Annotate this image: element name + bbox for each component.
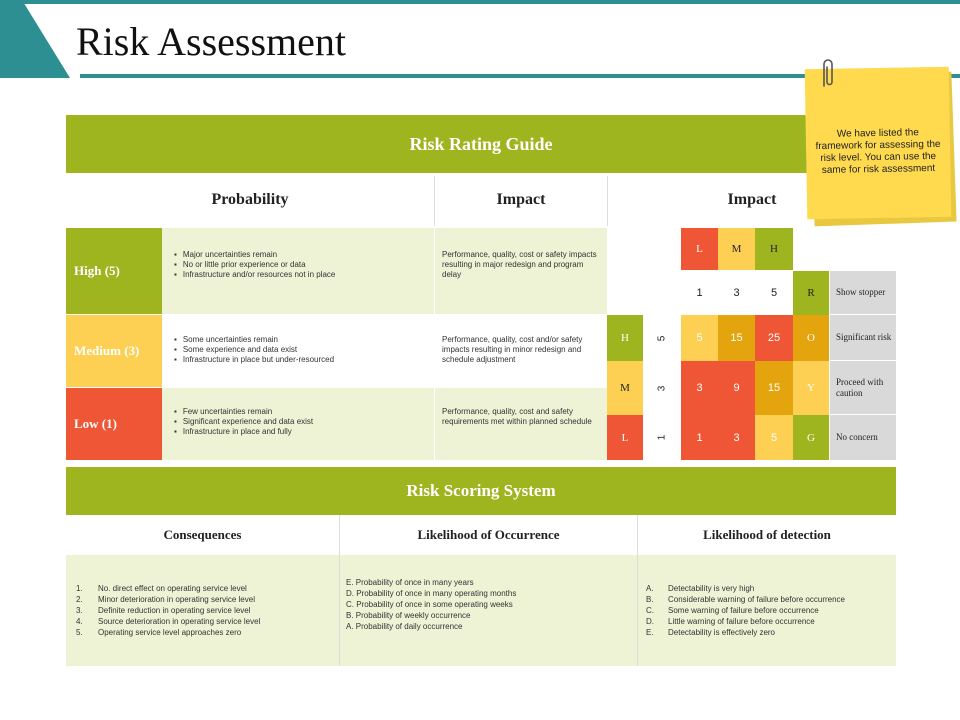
row-high-probability bbox=[162, 228, 434, 314]
rating-guide-title: Risk Rating Guide bbox=[66, 115, 896, 173]
matrix-row-letter: H bbox=[607, 315, 643, 361]
paperclip-icon bbox=[818, 56, 838, 92]
list-number: 2. bbox=[76, 595, 83, 604]
list-item: E. Probability of once in many years bbox=[346, 578, 474, 587]
list-item bbox=[646, 605, 888, 616]
bullet-item: ▪ Significant experience and data exist bbox=[172, 417, 424, 427]
list-number: B. bbox=[646, 595, 654, 604]
matrix-cell: 3 bbox=[718, 415, 755, 460]
bullet-item: ▪ Few uncertainties remain bbox=[172, 407, 424, 417]
matrix-row-number bbox=[648, 361, 676, 415]
matrix-col-letter: H bbox=[755, 228, 793, 270]
list-text: Considerable warning of failure before occurrence bbox=[668, 595, 845, 604]
impact-text: Performance, quality, cost and/or safety impacts resulting in minor redesign and schedule adjustment bbox=[442, 335, 583, 364]
list-text: Operating service level approaches zero bbox=[98, 628, 242, 637]
legend-text: Proceed with caution bbox=[830, 361, 896, 414]
row-low-impact bbox=[435, 388, 607, 460]
list-text: Little warning of failure before occurrence bbox=[668, 617, 815, 626]
bullet-item: ▪ Some uncertainties remain bbox=[172, 335, 424, 345]
list-number: D. bbox=[646, 617, 654, 626]
likelihood-list bbox=[340, 555, 637, 666]
matrix-cell: 15 bbox=[755, 361, 793, 415]
list-text: Definite reduction in operating service level bbox=[98, 606, 251, 615]
matrix-cell: 9 bbox=[718, 361, 755, 415]
matrix-cell: 1 bbox=[681, 415, 718, 460]
list-number: 5. bbox=[76, 628, 83, 637]
list-item bbox=[646, 594, 888, 605]
legend-code: R bbox=[793, 271, 829, 315]
list-item bbox=[76, 616, 329, 627]
legend-code: Y bbox=[793, 361, 829, 415]
col-probability-header: Probability bbox=[66, 173, 434, 227]
list-item bbox=[76, 605, 329, 616]
list-text: Minor deterioration in operating service level bbox=[98, 595, 255, 604]
scoring-system-title: Risk Scoring System bbox=[66, 467, 896, 515]
detection-list bbox=[638, 555, 896, 666]
list-item: B. Probability of weekly occurrence bbox=[346, 611, 471, 620]
legend-code: O bbox=[793, 315, 829, 361]
list-item bbox=[76, 594, 329, 605]
col-likelihood-header: Likelihood of Occurrence bbox=[340, 515, 637, 555]
list-number: E. bbox=[646, 628, 654, 637]
matrix-cell: 25 bbox=[755, 315, 793, 361]
list-number: 1. bbox=[76, 584, 83, 593]
bullet-item: ▪ Some experience and data exist bbox=[172, 345, 424, 355]
col-impact-header: Impact bbox=[435, 173, 607, 227]
legend-code: G bbox=[793, 415, 829, 460]
legend-text: No concern bbox=[830, 415, 896, 460]
list-text: Some warning of failure before occurrence bbox=[668, 606, 819, 615]
matrix-row-number bbox=[648, 315, 676, 361]
list-item bbox=[646, 583, 888, 594]
impact-text: Performance, quality, cost or safety impacts resulting in major redesign and program delay bbox=[442, 250, 597, 279]
header-decoration bbox=[0, 0, 70, 78]
header-top-rule bbox=[20, 0, 960, 4]
matrix-row-number-text: 3 bbox=[656, 385, 668, 391]
bullet-item: ▪ Infrastructure in place and fully bbox=[172, 427, 424, 437]
list-text: Detectability is very high bbox=[668, 584, 755, 593]
list-item bbox=[76, 583, 329, 594]
list-number: A. bbox=[646, 584, 654, 593]
col-consequences-header: Consequences bbox=[66, 515, 339, 555]
matrix-row-number-text: 1 bbox=[656, 434, 668, 441]
matrix-col-letter: M bbox=[718, 228, 755, 270]
matrix-col-letter: L bbox=[681, 228, 718, 270]
matrix-row-number bbox=[648, 415, 676, 460]
list-text: Detectability is effectively zero bbox=[668, 628, 776, 637]
matrix-col-number: 3 bbox=[733, 287, 740, 299]
page-title: Risk Assessment bbox=[76, 19, 347, 64]
consequences-list bbox=[66, 555, 339, 666]
legend-text: Show stopper bbox=[830, 271, 896, 314]
list-item bbox=[646, 616, 888, 627]
bullet-item: ▪ Infrastructure in place but under-resourced bbox=[172, 355, 424, 365]
bullet-item: ▪ No or little prior experience or data bbox=[172, 260, 424, 270]
row-label-low: Low (1) bbox=[66, 388, 162, 460]
col-impact-matrix-header: Impact bbox=[608, 173, 896, 227]
matrix-row-letter: L bbox=[607, 415, 643, 460]
row-medium-impact bbox=[435, 315, 607, 387]
list-item bbox=[646, 627, 888, 638]
list-text: Source deterioration in operating service level bbox=[98, 617, 261, 626]
list-item: C. Probability of once in some operating weeks bbox=[346, 600, 513, 609]
bullet-item: ▪ Major uncertainties remain bbox=[172, 250, 424, 260]
impact-text: Performance, quality, cost and safety requirements met within planned schedule bbox=[442, 407, 592, 426]
row-high-impact bbox=[435, 228, 607, 314]
list-number: 3. bbox=[76, 606, 83, 615]
matrix-cell: 5 bbox=[681, 315, 718, 361]
matrix-col-number: 5 bbox=[770, 287, 778, 299]
list-number: 4. bbox=[76, 617, 83, 626]
matrix-cell: 15 bbox=[718, 315, 755, 361]
matrix-cell: 5 bbox=[755, 415, 793, 460]
row-label-high: High (5) bbox=[66, 228, 162, 314]
row-low-probability bbox=[162, 388, 434, 460]
legend-text: Significant risk bbox=[830, 315, 896, 360]
bullet-item: ▪ Infrastructure and/or resources not in place bbox=[172, 270, 424, 280]
matrix-col-number: 1 bbox=[696, 287, 703, 299]
col-detection-header: Likelihood of detection bbox=[638, 515, 896, 555]
sticky-note-text: We have listed the framework for assessing the risk level. You can use the same for risk assessment bbox=[815, 127, 941, 176]
list-number: C. bbox=[646, 606, 654, 615]
list-item: D. Probability of once in many operating months bbox=[346, 589, 517, 598]
row-medium-probability bbox=[162, 315, 434, 387]
list-item bbox=[76, 627, 329, 638]
list-text: No. direct effect on operating service level bbox=[98, 584, 247, 593]
matrix-row-number-text: 5 bbox=[656, 335, 668, 341]
matrix-cell: 3 bbox=[681, 361, 718, 415]
list-item: A. Probability of daily occurrence bbox=[346, 622, 463, 631]
row-label-medium: Medium (3) bbox=[66, 315, 162, 387]
matrix-row-letter: M bbox=[607, 361, 643, 415]
